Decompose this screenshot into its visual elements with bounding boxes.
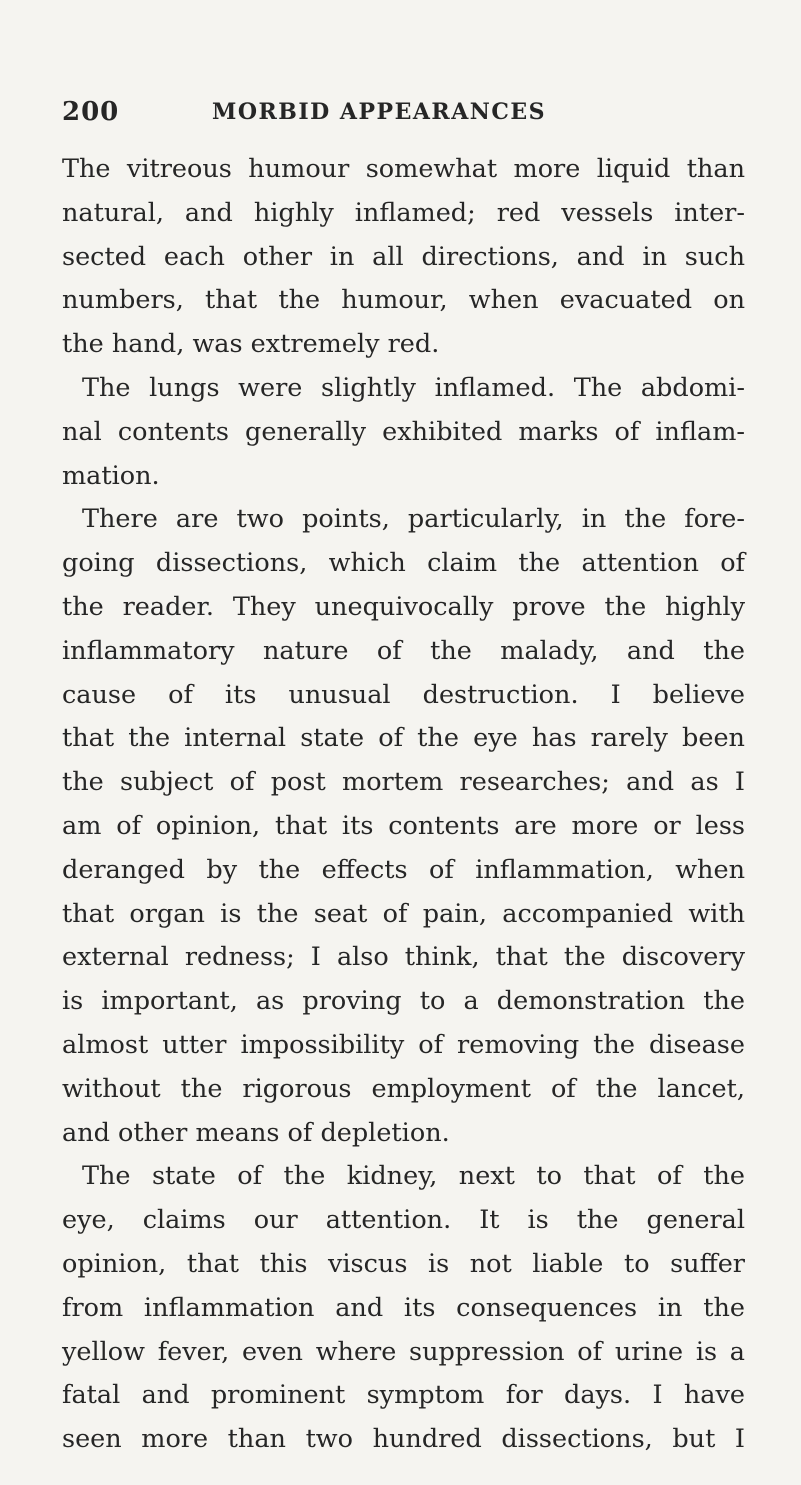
text-line: inflammatory nature of the malady, and the — [62, 635, 745, 666]
text-line: and other means of depletion. — [62, 1117, 450, 1148]
text-line: deranged by the effects of inflammation, when — [62, 854, 745, 885]
text-line: cause of its unusual destruction. I believe — [62, 679, 745, 710]
text-line: There are two points, particularly, in the fore- — [82, 504, 745, 535]
text-line: The vitreous humour somewhat more liquid than — [62, 154, 745, 184]
text-line: am of opinion, that its contents are more or less — [62, 810, 745, 841]
text-line: sected each other in all directions, and in such — [62, 241, 745, 272]
text-line: the subject of post mortem researches; and as I — [62, 767, 745, 798]
text-line: almost utter impossibility of removing the disease — [62, 1029, 745, 1060]
text-line: numbers, that the humour, when evacuated on — [62, 285, 745, 316]
text-line: The lungs were slightly inflamed. The abdomi- — [82, 372, 745, 403]
text-line: that the internal state of the eye has rarely been — [62, 723, 745, 754]
text-line: yellow fever, even where suppression of urine is a — [62, 1336, 745, 1367]
text-line: that organ is the seat of pain, accompanied with — [62, 898, 745, 929]
text-line: without the rigorous employment of the lancet, — [62, 1073, 745, 1104]
text-line: mation. — [62, 460, 160, 491]
text-line: natural, and highly inflamed; red vessels inter- — [62, 197, 745, 228]
text-line: from inflammation and its consequences in the — [62, 1292, 745, 1323]
text-line: fatal and prominent symptom for days. I have — [62, 1380, 745, 1411]
page-number: 200 — [62, 97, 120, 127]
text-line: seen more than two hundred dissections, but I — [62, 1424, 745, 1455]
text-line: external redness; I also think, that the discovery — [62, 942, 745, 973]
text-line: eye, claims our attention. It is the general — [62, 1205, 745, 1236]
running-head: MORBID APPEARANCES — [212, 99, 547, 125]
body-text — [62, 148, 745, 1462]
text-line: the reader. They unequivocally prove the highly — [62, 591, 745, 622]
text-line: going dissections, which claim the attention of — [62, 548, 745, 579]
text-line: is important, as proving to a demonstration the — [62, 986, 745, 1017]
text-line: nal contents generally exhibited marks of inflam- — [62, 416, 745, 447]
text-line: The state of the kidney, next to that of the — [82, 1161, 745, 1192]
text-line: opinion, that this viscus is not liable to suffer — [62, 1248, 745, 1279]
text-line: the hand, was extremely red. — [62, 329, 440, 360]
page-header — [62, 94, 742, 130]
